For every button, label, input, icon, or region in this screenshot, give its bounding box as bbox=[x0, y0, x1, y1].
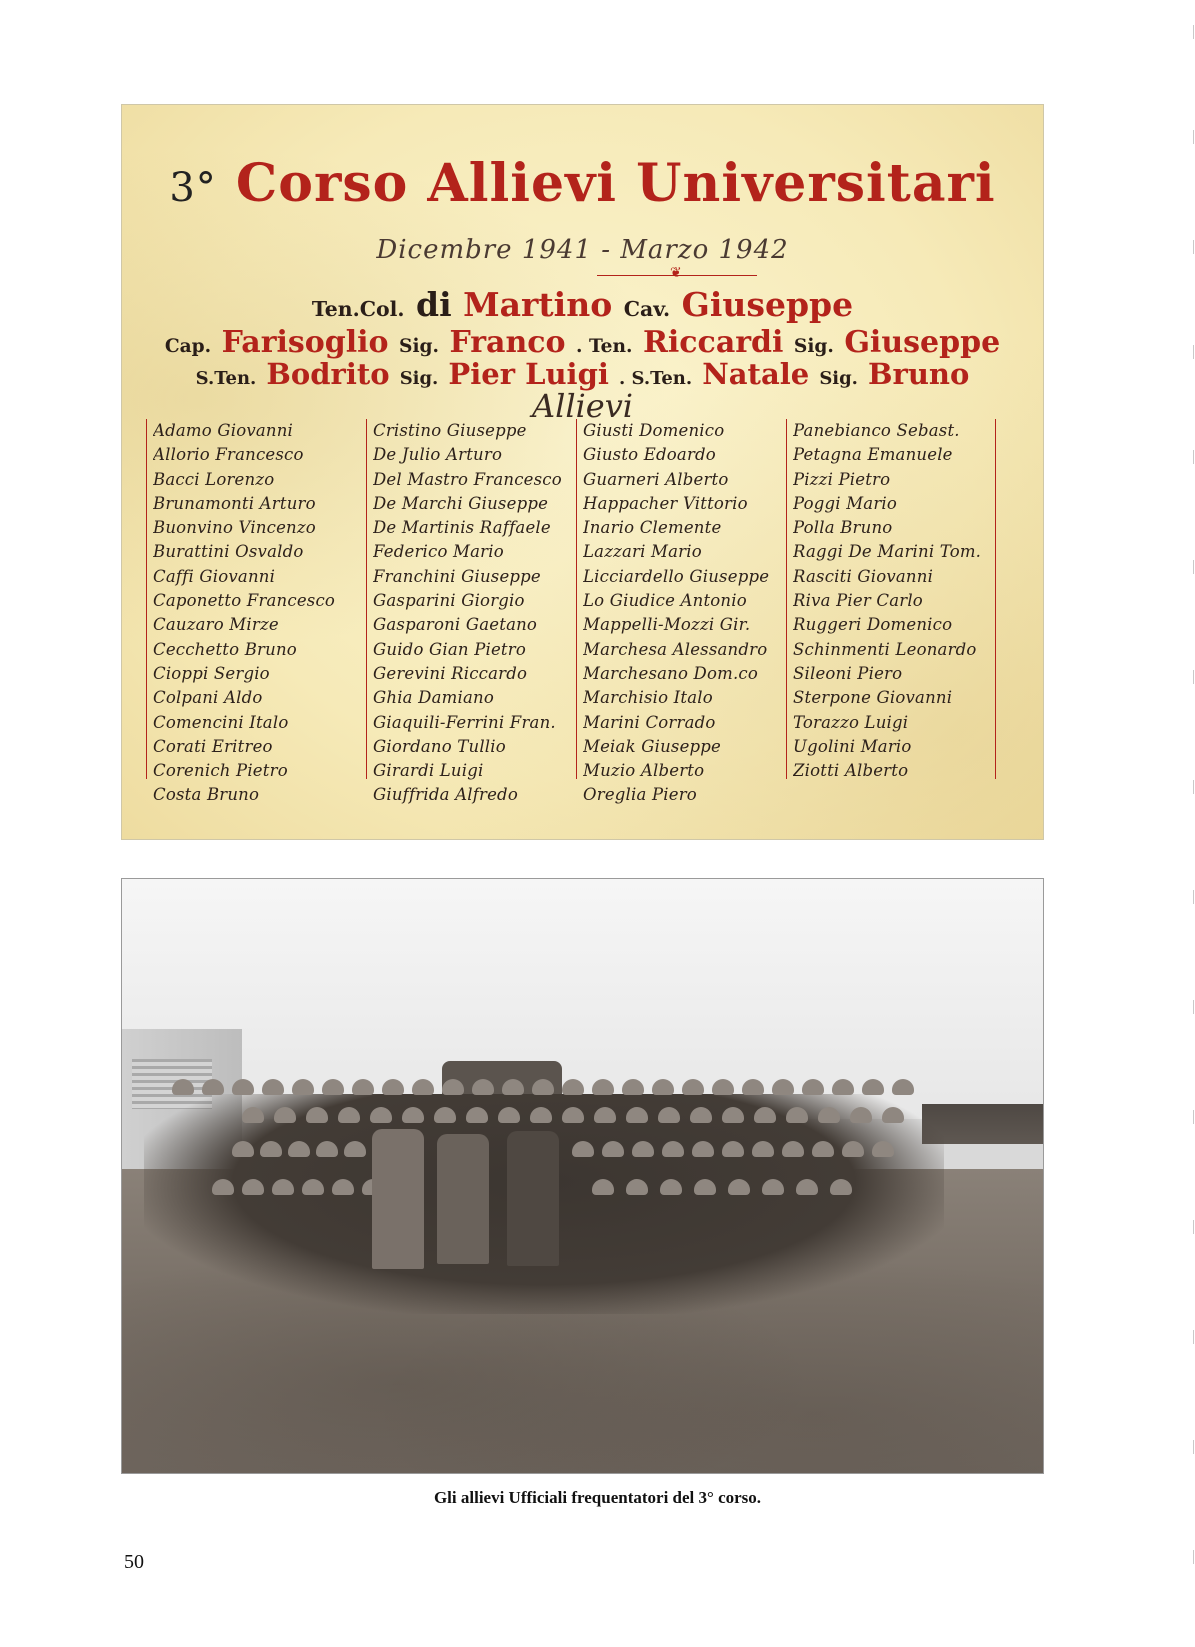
officer-surname: Natale bbox=[702, 357, 810, 391]
helmet-shape bbox=[472, 1079, 494, 1095]
helmet-shape bbox=[202, 1079, 224, 1095]
helmet-shape bbox=[242, 1107, 264, 1123]
student-name: Comencini Italo bbox=[153, 712, 289, 732]
student-name: Burattini Osvaldo bbox=[153, 542, 304, 562]
officer-rank: . S.Ten. bbox=[618, 368, 693, 389]
helmet-shape bbox=[260, 1141, 282, 1157]
helmet-shape bbox=[592, 1179, 614, 1195]
helmet-shape bbox=[882, 1107, 904, 1123]
student-name: Giaquili-Ferrini Fran. bbox=[373, 712, 556, 732]
page-edge-marks bbox=[1189, 0, 1195, 1647]
student-name: Meiak Giuseppe bbox=[583, 736, 722, 756]
officer-text: di bbox=[416, 285, 452, 324]
student-name: Giusto Edoardo bbox=[583, 445, 716, 465]
student-name: Lo Giudice Antonio bbox=[583, 591, 747, 611]
students-list bbox=[146, 419, 1026, 805]
helmet-shape bbox=[722, 1107, 744, 1123]
student-name: De Julio Arturo bbox=[373, 445, 503, 465]
student-name: Licciardello Giuseppe bbox=[583, 566, 770, 586]
helmet-shape bbox=[352, 1079, 374, 1095]
document-subtitle: Dicembre 1941 - Marzo 1942 bbox=[376, 235, 789, 265]
student-name: Allorio Francesco bbox=[153, 445, 304, 465]
helmet-shape bbox=[402, 1107, 424, 1123]
officer-rank: S.Ten. bbox=[195, 368, 257, 389]
helmet-shape bbox=[212, 1179, 234, 1195]
helmet-shape bbox=[682, 1079, 704, 1095]
student-name: Happacher Vittorio bbox=[583, 493, 748, 513]
officer-honorific: Sig. bbox=[399, 336, 439, 357]
helmet-shape bbox=[434, 1107, 456, 1123]
students-column-4 bbox=[786, 419, 996, 779]
helmet-shape bbox=[658, 1107, 680, 1123]
helmet-shape bbox=[762, 1179, 784, 1195]
helmet-shape bbox=[662, 1141, 684, 1157]
helmet-shape bbox=[832, 1079, 854, 1095]
student-name: Caffi Giovanni bbox=[153, 566, 276, 586]
student-name: Bacci Lorenzo bbox=[153, 469, 275, 489]
students-column-1 bbox=[146, 419, 366, 805]
helmet-shape bbox=[172, 1079, 194, 1095]
helmet-shape bbox=[382, 1079, 404, 1095]
student-name: Adamo Giovanni bbox=[153, 421, 294, 440]
student-name: Guarneri Alberto bbox=[583, 469, 729, 489]
students-column-3 bbox=[576, 419, 786, 805]
student-name: Caponetto Francesco bbox=[153, 591, 336, 611]
student-name: Ugolini Mario bbox=[793, 736, 912, 756]
group-photograph bbox=[121, 878, 1044, 1474]
student-name: Panebianco Sebast. bbox=[793, 421, 960, 440]
helmet-shape bbox=[562, 1107, 584, 1123]
student-name: Marchesano Dom.co bbox=[583, 663, 758, 683]
helmet-shape bbox=[442, 1079, 464, 1095]
officer-line-1 bbox=[122, 285, 1043, 324]
helmet-shape bbox=[466, 1107, 488, 1123]
helmet-shape bbox=[274, 1107, 296, 1123]
helmet-shape bbox=[712, 1079, 734, 1095]
students-column-2 bbox=[366, 419, 576, 805]
officer-rank: Ten.Col. bbox=[311, 297, 405, 321]
student-name: Lazzari Mario bbox=[583, 542, 702, 562]
helmet-shape bbox=[594, 1107, 616, 1123]
helmet-shape bbox=[782, 1141, 804, 1157]
officer-name: Pier Luigi bbox=[448, 357, 609, 391]
page-number: 50 bbox=[124, 1551, 144, 1573]
student-name: Colpani Aldo bbox=[153, 688, 263, 708]
helmet-shape bbox=[742, 1079, 764, 1095]
student-name: Pizzi Pietro bbox=[793, 469, 891, 489]
helmet-shape bbox=[652, 1079, 674, 1095]
photo-officer-right bbox=[507, 1131, 559, 1266]
helmet-shape bbox=[690, 1107, 712, 1123]
student-name: Oreglia Piero bbox=[583, 785, 697, 805]
helmet-shape bbox=[242, 1179, 264, 1195]
student-name: Riva Pier Carlo bbox=[793, 591, 923, 611]
helmet-shape bbox=[752, 1141, 774, 1157]
helmet-shape bbox=[772, 1079, 794, 1095]
officer-surname: Martino bbox=[463, 285, 613, 324]
helmet-shape bbox=[842, 1141, 864, 1157]
helmet-shape bbox=[592, 1079, 614, 1095]
officer-name: Franco bbox=[449, 325, 566, 360]
student-name: Polla Bruno bbox=[793, 518, 893, 538]
officer-surname: Farisoglio bbox=[221, 325, 389, 360]
student-name: Gerevini Riccardo bbox=[373, 663, 528, 683]
student-name: Gasparini Giorgio bbox=[373, 591, 525, 611]
helmet-shape bbox=[338, 1107, 360, 1123]
student-name: Costa Bruno bbox=[153, 785, 260, 805]
helmet-shape bbox=[288, 1141, 310, 1157]
helmet-shape bbox=[850, 1107, 872, 1123]
student-name: Ruggeri Domenico bbox=[793, 615, 953, 635]
helmet-shape bbox=[602, 1141, 624, 1157]
helmet-shape bbox=[786, 1107, 808, 1123]
helmet-shape bbox=[262, 1079, 284, 1095]
officer-line-3 bbox=[122, 357, 1043, 391]
helmet-shape bbox=[272, 1179, 294, 1195]
course-roster-document bbox=[121, 104, 1044, 840]
helmet-shape bbox=[692, 1141, 714, 1157]
helmet-shape bbox=[632, 1141, 654, 1157]
officer-name: Bruno bbox=[868, 357, 970, 391]
helmet-shape bbox=[694, 1179, 716, 1195]
student-name: Brunamonti Arturo bbox=[153, 493, 316, 513]
student-name: Marini Corrado bbox=[583, 712, 716, 732]
helmet-shape bbox=[412, 1079, 434, 1095]
officer-name: Giuseppe bbox=[844, 325, 1001, 360]
student-name: Marchisio Italo bbox=[583, 688, 713, 708]
student-name: Poggi Mario bbox=[793, 493, 898, 513]
student-name: Inario Clemente bbox=[583, 518, 722, 538]
helmet-shape bbox=[232, 1141, 254, 1157]
helmet-shape bbox=[322, 1079, 344, 1095]
title-text: Corso Allievi Universitari bbox=[235, 153, 996, 214]
student-name: Ghia Damiano bbox=[373, 688, 494, 708]
student-name: Buonvino Vincenzo bbox=[153, 518, 316, 538]
student-name: Schinmenti Leonardo bbox=[793, 639, 977, 659]
student-name: Franchini Giuseppe bbox=[373, 566, 541, 586]
student-name: Del Mastro Francesco bbox=[373, 469, 562, 489]
student-name: Giusti Domenico bbox=[583, 421, 725, 440]
document-title bbox=[122, 153, 1043, 214]
student-name: Guido Gian Pietro bbox=[373, 639, 526, 659]
helmet-shape bbox=[872, 1141, 894, 1157]
student-name: Corati Eritreo bbox=[153, 736, 273, 756]
helmet-shape bbox=[830, 1179, 852, 1195]
student-name: Giuffrida Alfredo bbox=[373, 785, 518, 805]
officer-honorific: Sig. bbox=[793, 336, 834, 357]
helmet-shape bbox=[232, 1079, 254, 1095]
photo-officer-center bbox=[437, 1134, 489, 1264]
helmet-shape bbox=[626, 1179, 648, 1195]
helmet-shape bbox=[802, 1079, 824, 1095]
helmet-shape bbox=[754, 1107, 776, 1123]
helmet-shape bbox=[722, 1141, 744, 1157]
helmet-shape bbox=[562, 1079, 584, 1095]
student-name: Marchesa Alessandro bbox=[583, 639, 768, 659]
helmet-shape bbox=[344, 1141, 366, 1157]
helmet-shape bbox=[818, 1107, 840, 1123]
allievi-heading: Allievi bbox=[531, 387, 634, 425]
student-name: Ziotti Alberto bbox=[793, 761, 909, 781]
officer-surname: Bodrito bbox=[266, 357, 390, 391]
student-name: Gasparoni Gaetano bbox=[373, 615, 538, 635]
photo-officer-left bbox=[372, 1129, 424, 1269]
helmet-shape bbox=[660, 1179, 682, 1195]
helmet-shape bbox=[862, 1079, 884, 1095]
officer-rank: . Ten. bbox=[576, 336, 633, 357]
helmet-shape bbox=[626, 1107, 648, 1123]
student-name: Cristino Giuseppe bbox=[373, 421, 527, 440]
officer-honorific: Sig. bbox=[819, 368, 858, 389]
student-name: Mappelli-Mozzi Gir. bbox=[583, 615, 751, 635]
officer-honorific: Sig. bbox=[399, 368, 439, 389]
student-name: Rasciti Giovanni bbox=[793, 566, 934, 586]
student-name: Sileoni Piero bbox=[793, 663, 903, 683]
student-name: Cioppi Sergio bbox=[153, 663, 270, 683]
helmet-shape bbox=[498, 1107, 520, 1123]
helmet-shape bbox=[332, 1179, 354, 1195]
helmet-shape bbox=[892, 1079, 914, 1095]
helmet-shape bbox=[370, 1107, 392, 1123]
officer-line-2 bbox=[122, 325, 1043, 360]
helmet-shape bbox=[728, 1179, 750, 1195]
student-name: Cauzaro Mirze bbox=[153, 615, 279, 635]
student-name: Girardi Luigi bbox=[373, 761, 484, 781]
student-name: De Marchi Giuseppe bbox=[373, 493, 549, 513]
title-ordinal: 3° bbox=[169, 165, 217, 211]
student-name: Muzio Alberto bbox=[583, 761, 705, 781]
ornament-icon: ❦ bbox=[670, 265, 682, 281]
student-name: Corenich Pietro bbox=[153, 761, 288, 781]
helmet-shape bbox=[532, 1079, 554, 1095]
student-name: Cecchetto Bruno bbox=[153, 639, 297, 659]
student-name: Sterpone Giovanni bbox=[793, 688, 953, 708]
helmet-shape bbox=[812, 1141, 834, 1157]
helmet-shape bbox=[622, 1079, 644, 1095]
helmet-shape bbox=[292, 1079, 314, 1095]
helmet-shape bbox=[502, 1079, 524, 1095]
helmet-shape bbox=[530, 1107, 552, 1123]
officer-rank: Cap. bbox=[164, 336, 212, 357]
helmet-shape bbox=[306, 1107, 328, 1123]
student-name: Giordano Tullio bbox=[373, 736, 506, 756]
student-name: Petagna Emanuele bbox=[793, 445, 953, 465]
helmet-shape bbox=[572, 1141, 594, 1157]
student-name: Raggi De Marini Tom. bbox=[793, 542, 982, 562]
officer-surname: Riccardi bbox=[642, 325, 784, 360]
student-name: Torazzo Luigi bbox=[793, 712, 909, 732]
officer-name: Giuseppe bbox=[681, 285, 854, 324]
student-name: Federico Mario bbox=[373, 542, 504, 562]
helmet-shape bbox=[796, 1179, 818, 1195]
helmet-shape bbox=[316, 1141, 338, 1157]
photo-caption: Gli allievi Ufficiali frequentatori del 3° corso. bbox=[433, 1488, 762, 1507]
helmet-shape bbox=[302, 1179, 324, 1195]
officer-honorific: Cav. bbox=[623, 297, 671, 321]
student-name: De Martinis Raffaele bbox=[373, 518, 551, 538]
